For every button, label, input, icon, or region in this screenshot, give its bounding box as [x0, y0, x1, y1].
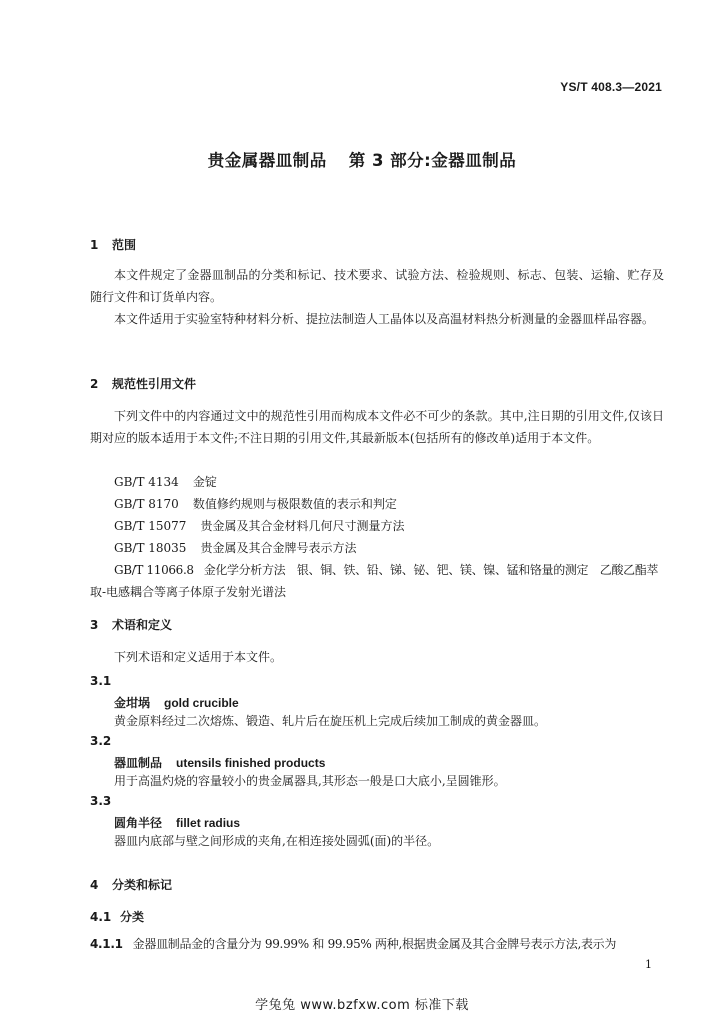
section-3-paragraph-1: 下列术语和定义适用于本文件。	[114, 650, 283, 664]
subsection-4-1-heading	[90, 908, 144, 925]
reference-item	[114, 471, 217, 493]
reference-item	[114, 537, 356, 559]
term-title	[114, 694, 239, 711]
clause-4-1-1	[90, 933, 616, 955]
reference-item	[114, 493, 397, 515]
section-1-paragraph-2: 本文件适用于实验室特种材料分析、提拉法制造人工晶体以及高温材料热分析测量的金器皿样品容器。	[114, 312, 655, 326]
reference-code: GB/T 11066.8	[114, 563, 194, 577]
term-number: 3.2	[90, 734, 112, 748]
subsection-4-1-title: 分类	[120, 910, 145, 924]
section-4-number: 4	[90, 878, 99, 892]
term-chinese: 器皿制品	[114, 756, 163, 770]
term-english: utensils finished products	[176, 756, 326, 770]
reference-code: GB/T 18035	[114, 541, 187, 555]
document-title	[0, 147, 724, 171]
page-number: 1	[645, 958, 652, 971]
reference-name: 金化学分析方法 银、铜、铁、铅、锑、铋、钯、镁、镍、锰和铬量的测定 乙酸乙酯萃	[203, 563, 659, 577]
title-part-b: 第 3 部分:金器皿制品	[348, 151, 517, 170]
term-chinese: 圆角半径	[114, 816, 163, 830]
term-chinese: 金坩埚	[114, 696, 151, 710]
standard-code: YS/T 408.3—2021	[560, 80, 662, 94]
reference-continuation: 取-电感耦合等离子体原子发射光谱法	[90, 585, 287, 599]
section-2-title: 规范性引用文件	[112, 377, 197, 391]
reference-item	[114, 559, 658, 581]
section-3-number: 3	[90, 618, 99, 632]
title-part-a: 贵金属器皿制品	[207, 151, 327, 170]
reference-item	[114, 515, 404, 537]
term-definition: 黄金原料经过二次熔炼、锻造、轧片后在旋压机上完成后续加工制成的黄金器皿。	[114, 714, 547, 728]
section-4-title: 分类和标记	[112, 878, 173, 892]
reference-name: 金锭	[192, 475, 217, 489]
reference-name: 贵金属及其合金材料几何尺寸测量方法	[200, 519, 405, 533]
section-1-title: 范围	[112, 238, 137, 252]
term-definition: 器皿内底部与壁之间形成的夹角,在相连接处圆弧(面)的半径。	[114, 834, 440, 848]
term-number: 3.1	[90, 674, 112, 688]
footer-watermark: 学兔兔 www.bzfxw.com 标准下载	[255, 998, 469, 1013]
section-3-title: 术语和定义	[112, 618, 173, 632]
term-title	[114, 754, 325, 771]
section-3-heading	[90, 616, 172, 633]
section-1-paragraph-1: 本文件规定了金器皿制品的分类和标记、技术要求、试验方法、检验规则、标志、包装、运输、贮存及随行文件和订货单内容。	[90, 268, 664, 304]
term-definition: 用于高温灼烧的容量较小的贵金属器具,其形态一般是口大底小,呈圆锥形。	[114, 774, 506, 788]
reference-name: 贵金属及其合金牌号表示方法	[200, 541, 357, 555]
section-4-heading	[90, 876, 172, 893]
subsection-4-1-number: 4.1	[90, 910, 112, 924]
reference-code: GB/T 15077	[114, 519, 187, 533]
term-number: 3.3	[90, 794, 112, 808]
reference-code: GB/T 4134	[114, 475, 179, 489]
term-english: gold crucible	[164, 696, 239, 710]
section-2-heading	[90, 375, 196, 392]
clause-4-1-1-number: 4.1.1	[90, 937, 123, 951]
section-2-number: 2	[90, 377, 99, 391]
term-english: fillet radius	[176, 816, 241, 830]
clause-4-1-1-text: 金器皿制品金的含量分为 99.99% 和 99.95% 两种,根据贵金属及其合金牌号表示方法,表示为	[132, 937, 617, 951]
reference-code: GB/T 8170	[114, 497, 179, 511]
section-2-paragraph-1: 下列文件中的内容通过文中的规范性引用而构成本文件必不可少的条款。其中,注日期的引用文件,仅该日期对应的版本适用于本文件;不注日期的引用文件,其最新版本(包括所有的修改单)适用于本文件。	[90, 409, 664, 445]
reference-name: 数值修约规则与极限数值的表示和判定	[192, 497, 397, 511]
term-title	[114, 814, 240, 831]
section-1-heading	[90, 236, 136, 253]
section-1-number: 1	[90, 238, 99, 252]
